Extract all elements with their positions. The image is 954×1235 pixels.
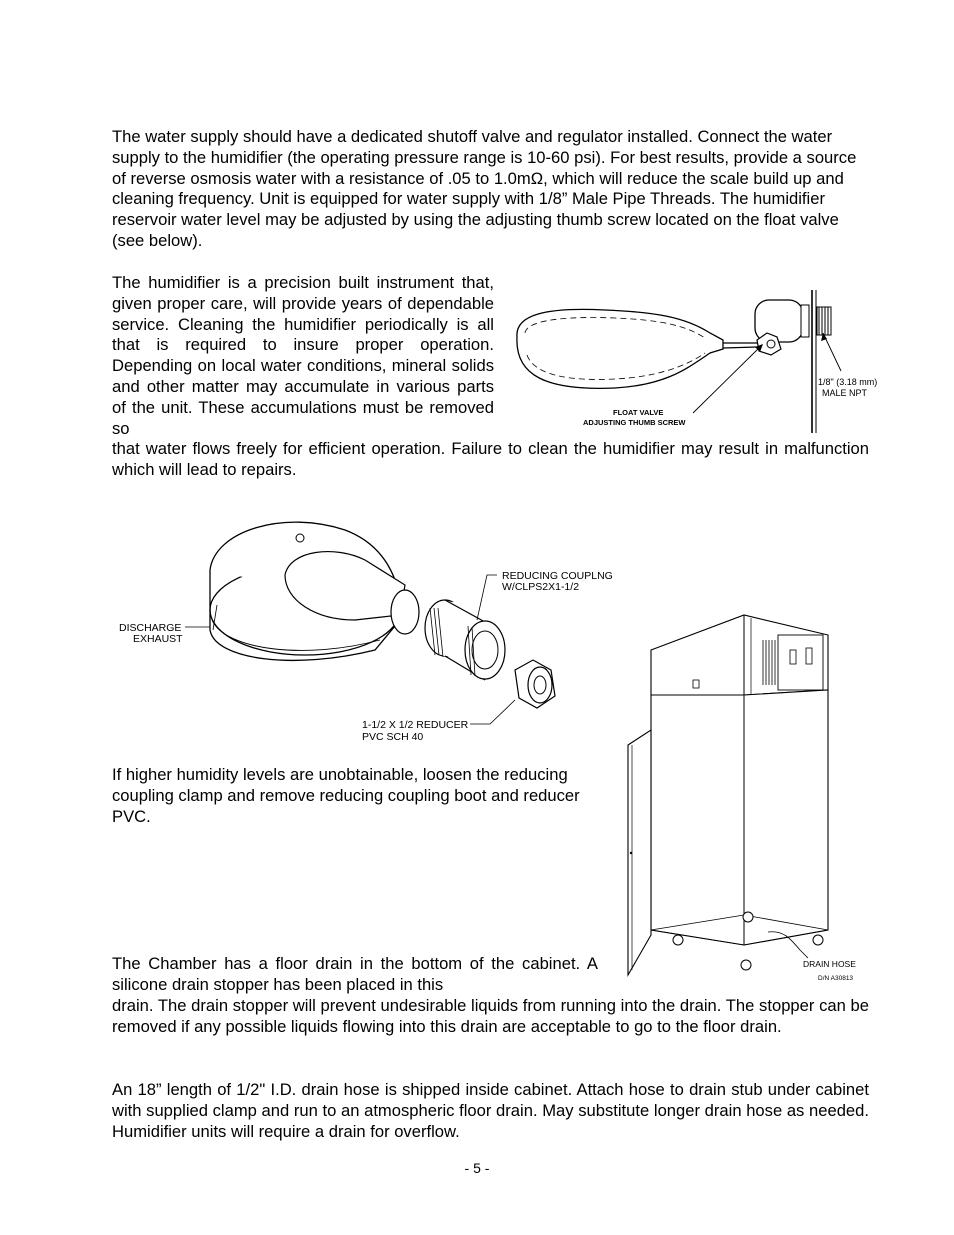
float-valve-label-line2: ADJUSTING THUMB SCREW (583, 418, 686, 427)
precision-instrument-paragraph: The humidifier is a precision built instrument that, given proper care, will provide years of dependable service. Cleaning the humidifier periodically is all that is required to insure proper operation. Depending on local water conditions, mineral solids and other matter may accumulate in various parts of the unit. These accumulations must be removed so (112, 273, 494, 438)
page-number: - 5 - (464, 1160, 490, 1176)
float-valve-figure (505, 285, 895, 435)
dn-label: D/N A30813 (818, 975, 854, 982)
cabinet-figure (618, 610, 878, 990)
drain-hose-label: DRAIN HOSE (803, 959, 856, 969)
higher-humidity-paragraph: If higher humidity levels are unobtainable, loosen the reducing coupling clamp and remove reducing coupling boot and reducer PVC. (112, 765, 580, 826)
precision-instrument-paragraph-continued: that water flows freely for efficient operation. Failure to clean the humidifier may result in malfunction which will lead to repairs. (112, 439, 869, 479)
discharge-label-line1: DISCHARGE (119, 622, 182, 634)
floor-drain-paragraph-continued: drain. The drain stopper will prevent undesirable liquids from running into the drain. The stopper can be removed if any possible liquids flowing into this drain are acceptable to go to the floor drain. (112, 996, 869, 1036)
drain-hose-paragraph: An 18” length of 1/2" I.D. drain hose is shipped inside cabinet. Attach hose to drain stub under cabinet with supplied clamp and run to an atmospheric floor drain. May substitute longer drain hose as needed. Humidifier units will require a drain for overflow. (112, 1080, 869, 1141)
floor-drain-paragraph: The Chamber has a floor drain in the bottom of the cabinet. A silicone drain stopper has been placed in this (112, 954, 598, 994)
fitting-label-line1: 1/8" (3.18 mm) (818, 377, 878, 387)
coupling-label-line1: REDUCING COUPLNG (502, 570, 613, 582)
water-supply-paragraph: The water supply should have a dedicated shutoff valve and regulator installed. Connect the water supply to the humidifier (the operating pressure range is 10-60 psi). For best results, provide a source of reverse osmosis water with a resistance of .05 to 1.0mΩ, which will reduce the scale build up and cleaning frequency. Unit is equipped for water supply with 1/8” Male Pipe Threads. The humidifier reservoir water level may be adjusted by using the adjusting thumb screw located on the float valve (see below). (112, 127, 857, 250)
reducer-label-line2: PVC SCH 40 (362, 731, 424, 743)
reducing-coupling-figure (115, 510, 645, 750)
fitting-label-line2: MALE NPT (822, 388, 868, 398)
float-valve-label-line1: FLOAT VALVE (613, 408, 664, 417)
coupling-label-line2: W/CLPS2X1-1/2 (502, 581, 580, 593)
reducer-label-line1: 1-1/2 X 1/2 REDUCER (362, 719, 469, 731)
discharge-label-line2: EXHAUST (133, 633, 183, 645)
